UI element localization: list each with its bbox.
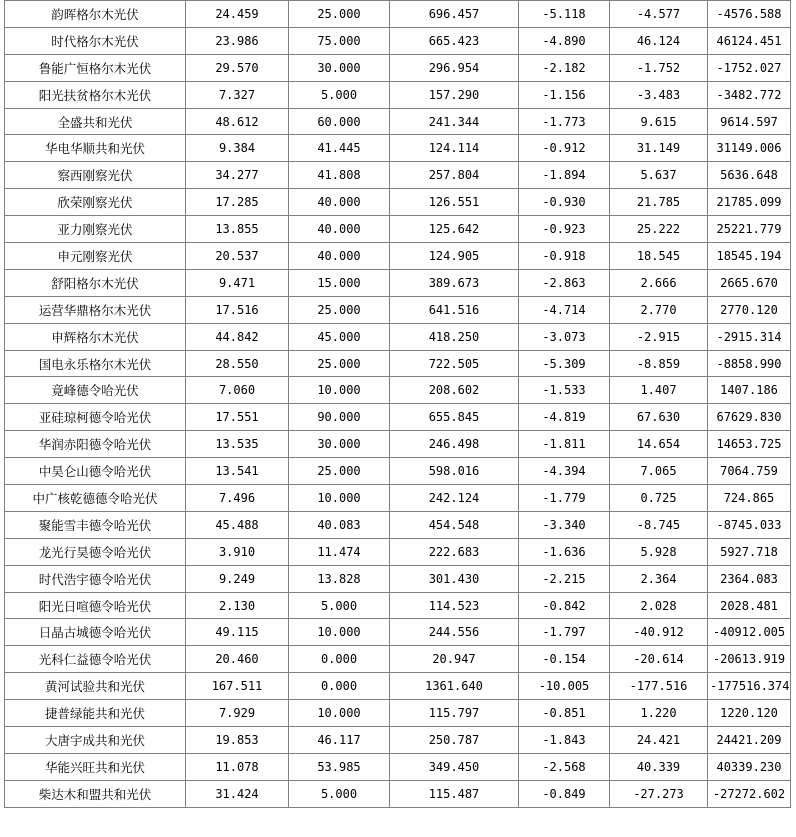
table-row: [5, 404, 791, 431]
value-cell-1: 3.910: [186, 538, 289, 565]
table-row: [5, 673, 791, 700]
table-row: [5, 780, 791, 807]
value-cell-6: 14653.725: [708, 431, 791, 458]
value-cell-1: 167.511: [186, 673, 289, 700]
station-name-cell: 华润赤阳德令哈光伏: [5, 431, 186, 458]
value-cell-2: 10.000: [289, 619, 390, 646]
value-cell-5: -1.752: [610, 54, 708, 81]
station-name-cell: 华电华顺共和光伏: [5, 135, 186, 162]
table-row: [5, 458, 791, 485]
station-name-cell: 时代格尔木光伏: [5, 27, 186, 54]
station-name-cell: 韵晖格尔木光伏: [5, 1, 186, 28]
value-cell-1: 17.285: [186, 189, 289, 216]
value-cell-1: 48.612: [186, 108, 289, 135]
value-cell-3: 246.498: [390, 431, 519, 458]
value-cell-3: 20.947: [390, 646, 519, 673]
value-cell-4: -4.890: [519, 27, 610, 54]
value-cell-3: 114.523: [390, 592, 519, 619]
value-cell-5: 9.615: [610, 108, 708, 135]
value-cell-6: 2665.670: [708, 269, 791, 296]
value-cell-3: 349.450: [390, 753, 519, 780]
value-cell-6: 1407.186: [708, 377, 791, 404]
value-cell-1: 31.424: [186, 780, 289, 807]
value-cell-2: 11.474: [289, 538, 390, 565]
table-row: [5, 377, 791, 404]
value-cell-1: 2.130: [186, 592, 289, 619]
value-cell-6: 2364.083: [708, 565, 791, 592]
value-cell-6: 5636.648: [708, 162, 791, 189]
value-cell-4: -0.918: [519, 243, 610, 270]
value-cell-1: 17.516: [186, 296, 289, 323]
station-name-cell: 全盛共和光伏: [5, 108, 186, 135]
value-cell-5: -20.614: [610, 646, 708, 673]
value-cell-3: 115.487: [390, 780, 519, 807]
station-name-cell: 鲁能广恒格尔木光伏: [5, 54, 186, 81]
value-cell-4: -1.779: [519, 485, 610, 512]
value-cell-4: -1.773: [519, 108, 610, 135]
value-cell-2: 30.000: [289, 54, 390, 81]
value-cell-1: 13.535: [186, 431, 289, 458]
value-cell-4: -1.797: [519, 619, 610, 646]
value-cell-4: -2.215: [519, 565, 610, 592]
value-cell-3: 124.114: [390, 135, 519, 162]
value-cell-6: -20613.919: [708, 646, 791, 673]
value-cell-2: 25.000: [289, 458, 390, 485]
value-cell-5: 2.770: [610, 296, 708, 323]
value-cell-6: 25221.779: [708, 216, 791, 243]
station-name-cell: 捷普绿能共和光伏: [5, 700, 186, 727]
value-cell-2: 41.445: [289, 135, 390, 162]
table-row: [5, 296, 791, 323]
value-cell-1: 45.488: [186, 511, 289, 538]
value-cell-3: 115.797: [390, 700, 519, 727]
value-cell-5: 2.666: [610, 269, 708, 296]
table-row: [5, 592, 791, 619]
value-cell-1: 20.460: [186, 646, 289, 673]
value-cell-5: 24.421: [610, 727, 708, 754]
value-cell-5: -2.915: [610, 323, 708, 350]
station-name-cell: 舒阳格尔木光伏: [5, 269, 186, 296]
value-cell-6: -1752.027: [708, 54, 791, 81]
value-cell-5: 18.545: [610, 243, 708, 270]
table-row: [5, 323, 791, 350]
value-cell-6: -8858.990: [708, 350, 791, 377]
value-cell-3: 454.548: [390, 511, 519, 538]
value-cell-3: 655.845: [390, 404, 519, 431]
value-cell-5: -4.577: [610, 1, 708, 28]
table-row: [5, 243, 791, 270]
value-cell-4: -5.309: [519, 350, 610, 377]
value-cell-3: 242.124: [390, 485, 519, 512]
value-cell-5: 14.654: [610, 431, 708, 458]
value-cell-1: 49.115: [186, 619, 289, 646]
value-cell-2: 41.808: [289, 162, 390, 189]
value-cell-3: 250.787: [390, 727, 519, 754]
value-cell-3: 125.642: [390, 216, 519, 243]
value-cell-6: 18545.194: [708, 243, 791, 270]
value-cell-2: 0.000: [289, 673, 390, 700]
station-name-cell: 申元刚察光伏: [5, 243, 186, 270]
value-cell-6: 40339.230: [708, 753, 791, 780]
value-cell-5: 67.630: [610, 404, 708, 431]
value-cell-1: 44.842: [186, 323, 289, 350]
value-cell-5: 21.785: [610, 189, 708, 216]
table-row: [5, 216, 791, 243]
value-cell-2: 90.000: [289, 404, 390, 431]
value-cell-6: 7064.759: [708, 458, 791, 485]
value-cell-5: 46.124: [610, 27, 708, 54]
value-cell-4: -4.714: [519, 296, 610, 323]
station-name-cell: 龙光行昊德令哈光伏: [5, 538, 186, 565]
value-cell-4: -10.005: [519, 673, 610, 700]
value-cell-4: -0.923: [519, 216, 610, 243]
value-cell-5: -40.912: [610, 619, 708, 646]
value-cell-6: -2915.314: [708, 323, 791, 350]
value-cell-3: 1361.640: [390, 673, 519, 700]
table-row: [5, 646, 791, 673]
table-row: [5, 753, 791, 780]
value-cell-2: 5.000: [289, 592, 390, 619]
value-cell-3: 301.430: [390, 565, 519, 592]
value-cell-1: 20.537: [186, 243, 289, 270]
value-cell-5: -177.516: [610, 673, 708, 700]
value-cell-6: 31149.006: [708, 135, 791, 162]
value-cell-2: 13.828: [289, 565, 390, 592]
value-cell-5: 2.364: [610, 565, 708, 592]
table-row: [5, 485, 791, 512]
value-cell-2: 40.000: [289, 243, 390, 270]
table-body: [5, 1, 791, 808]
station-name-cell: 中广核乾德德令哈光伏: [5, 485, 186, 512]
value-cell-1: 17.551: [186, 404, 289, 431]
value-cell-1: 9.249: [186, 565, 289, 592]
station-name-cell: 亚力刚察光伏: [5, 216, 186, 243]
value-cell-1: 24.459: [186, 1, 289, 28]
value-cell-6: 46124.451: [708, 27, 791, 54]
table-row: [5, 350, 791, 377]
value-cell-3: 124.905: [390, 243, 519, 270]
value-cell-2: 15.000: [289, 269, 390, 296]
table-row: [5, 565, 791, 592]
station-name-cell: 柴达木和盟共和光伏: [5, 780, 186, 807]
value-cell-1: 23.986: [186, 27, 289, 54]
station-name-cell: 光科仁益德令哈光伏: [5, 646, 186, 673]
value-cell-3: 157.290: [390, 81, 519, 108]
value-cell-2: 25.000: [289, 350, 390, 377]
value-cell-3: 696.457: [390, 1, 519, 28]
value-cell-2: 5.000: [289, 81, 390, 108]
value-cell-4: -0.912: [519, 135, 610, 162]
value-cell-6: -4576.588: [708, 1, 791, 28]
table-row: [5, 727, 791, 754]
value-cell-3: 296.954: [390, 54, 519, 81]
value-cell-2: 10.000: [289, 485, 390, 512]
value-cell-5: 2.028: [610, 592, 708, 619]
value-cell-3: 241.344: [390, 108, 519, 135]
value-cell-6: -3482.772: [708, 81, 791, 108]
station-name-cell: 欣荣刚察光伏: [5, 189, 186, 216]
value-cell-2: 25.000: [289, 1, 390, 28]
value-cell-6: -177516.374: [708, 673, 791, 700]
value-cell-6: 21785.099: [708, 189, 791, 216]
value-cell-4: -5.118: [519, 1, 610, 28]
value-cell-4: -1.811: [519, 431, 610, 458]
value-cell-5: -27.273: [610, 780, 708, 807]
table-row: [5, 700, 791, 727]
value-cell-2: 53.985: [289, 753, 390, 780]
value-cell-6: 24421.209: [708, 727, 791, 754]
value-cell-4: -0.851: [519, 700, 610, 727]
value-cell-3: 222.683: [390, 538, 519, 565]
station-name-cell: 时代浩宇德令哈光伏: [5, 565, 186, 592]
value-cell-2: 46.117: [289, 727, 390, 754]
table-row: [5, 108, 791, 135]
value-cell-4: -3.340: [519, 511, 610, 538]
value-cell-2: 10.000: [289, 377, 390, 404]
station-name-cell: 中昊仑山德令哈光伏: [5, 458, 186, 485]
station-name-cell: 察西刚察光伏: [5, 162, 186, 189]
value-cell-4: -1.843: [519, 727, 610, 754]
value-cell-1: 13.855: [186, 216, 289, 243]
value-cell-4: -1.636: [519, 538, 610, 565]
table-row: [5, 619, 791, 646]
data-table: [4, 0, 791, 808]
station-name-cell: 聚能雪丰德令哈光伏: [5, 511, 186, 538]
value-cell-3: 641.516: [390, 296, 519, 323]
value-cell-2: 0.000: [289, 646, 390, 673]
station-name-cell: 华能兴旺共和光伏: [5, 753, 186, 780]
value-cell-5: 40.339: [610, 753, 708, 780]
table-row: [5, 135, 791, 162]
value-cell-4: -1.533: [519, 377, 610, 404]
station-name-cell: 大唐宇成共和光伏: [5, 727, 186, 754]
table-row: [5, 269, 791, 296]
value-cell-3: 722.505: [390, 350, 519, 377]
value-cell-4: -4.819: [519, 404, 610, 431]
value-cell-2: 45.000: [289, 323, 390, 350]
value-cell-3: 244.556: [390, 619, 519, 646]
value-cell-1: 7.496: [186, 485, 289, 512]
value-cell-1: 29.570: [186, 54, 289, 81]
station-name-cell: 黄河试验共和光伏: [5, 673, 186, 700]
table-row: [5, 162, 791, 189]
value-cell-4: -2.568: [519, 753, 610, 780]
value-cell-6: 2770.120: [708, 296, 791, 323]
value-cell-6: 724.865: [708, 485, 791, 512]
value-cell-2: 5.000: [289, 780, 390, 807]
value-cell-5: 7.065: [610, 458, 708, 485]
table-row: [5, 538, 791, 565]
value-cell-1: 9.471: [186, 269, 289, 296]
table-row: [5, 27, 791, 54]
value-cell-4: -4.394: [519, 458, 610, 485]
table-row: [5, 189, 791, 216]
value-cell-3: 598.016: [390, 458, 519, 485]
station-name-cell: 日晶古城德令哈光伏: [5, 619, 186, 646]
value-cell-1: 19.853: [186, 727, 289, 754]
value-cell-5: 31.149: [610, 135, 708, 162]
station-name-cell: 运营华鼎格尔木光伏: [5, 296, 186, 323]
value-cell-1: 11.078: [186, 753, 289, 780]
value-cell-5: 1.407: [610, 377, 708, 404]
value-cell-4: -1.894: [519, 162, 610, 189]
station-name-cell: 竟峰德令哈光伏: [5, 377, 186, 404]
value-cell-2: 30.000: [289, 431, 390, 458]
value-cell-5: -8.859: [610, 350, 708, 377]
value-cell-1: 28.550: [186, 350, 289, 377]
value-cell-6: 9614.597: [708, 108, 791, 135]
value-cell-6: 67629.830: [708, 404, 791, 431]
value-cell-4: -2.863: [519, 269, 610, 296]
value-cell-1: 13.541: [186, 458, 289, 485]
station-name-cell: 申辉格尔木光伏: [5, 323, 186, 350]
value-cell-3: 418.250: [390, 323, 519, 350]
value-cell-2: 40.083: [289, 511, 390, 538]
table-row: [5, 431, 791, 458]
value-cell-5: 25.222: [610, 216, 708, 243]
value-cell-2: 10.000: [289, 700, 390, 727]
value-cell-3: 257.804: [390, 162, 519, 189]
value-cell-2: 40.000: [289, 216, 390, 243]
value-cell-4: -0.930: [519, 189, 610, 216]
value-cell-4: -3.073: [519, 323, 610, 350]
value-cell-5: -8.745: [610, 511, 708, 538]
table-row: [5, 1, 791, 28]
value-cell-5: 1.220: [610, 700, 708, 727]
value-cell-2: 40.000: [289, 189, 390, 216]
value-cell-6: -27272.602: [708, 780, 791, 807]
station-name-cell: 亚硅琼柯德令哈光伏: [5, 404, 186, 431]
value-cell-1: 7.929: [186, 700, 289, 727]
value-cell-5: -3.483: [610, 81, 708, 108]
value-cell-4: -0.849: [519, 780, 610, 807]
table-row: [5, 511, 791, 538]
value-cell-6: 1220.120: [708, 700, 791, 727]
value-cell-5: 0.725: [610, 485, 708, 512]
value-cell-2: 75.000: [289, 27, 390, 54]
value-cell-1: 7.060: [186, 377, 289, 404]
table-row: [5, 81, 791, 108]
table-row: [5, 54, 791, 81]
value-cell-4: -1.156: [519, 81, 610, 108]
value-cell-2: 25.000: [289, 296, 390, 323]
station-name-cell: 国电永乐格尔木光伏: [5, 350, 186, 377]
value-cell-1: 9.384: [186, 135, 289, 162]
value-cell-3: 126.551: [390, 189, 519, 216]
value-cell-2: 60.000: [289, 108, 390, 135]
value-cell-1: 34.277: [186, 162, 289, 189]
value-cell-4: -0.154: [519, 646, 610, 673]
value-cell-4: -2.182: [519, 54, 610, 81]
value-cell-6: -40912.005: [708, 619, 791, 646]
station-name-cell: 阳光扶贫格尔木光伏: [5, 81, 186, 108]
value-cell-4: -0.842: [519, 592, 610, 619]
value-cell-6: -8745.033: [708, 511, 791, 538]
value-cell-5: 5.928: [610, 538, 708, 565]
value-cell-6: 2028.481: [708, 592, 791, 619]
value-cell-3: 665.423: [390, 27, 519, 54]
value-cell-3: 208.602: [390, 377, 519, 404]
station-name-cell: 阳光日喧德令哈光伏: [5, 592, 186, 619]
value-cell-5: 5.637: [610, 162, 708, 189]
value-cell-1: 7.327: [186, 81, 289, 108]
value-cell-3: 389.673: [390, 269, 519, 296]
value-cell-6: 5927.718: [708, 538, 791, 565]
